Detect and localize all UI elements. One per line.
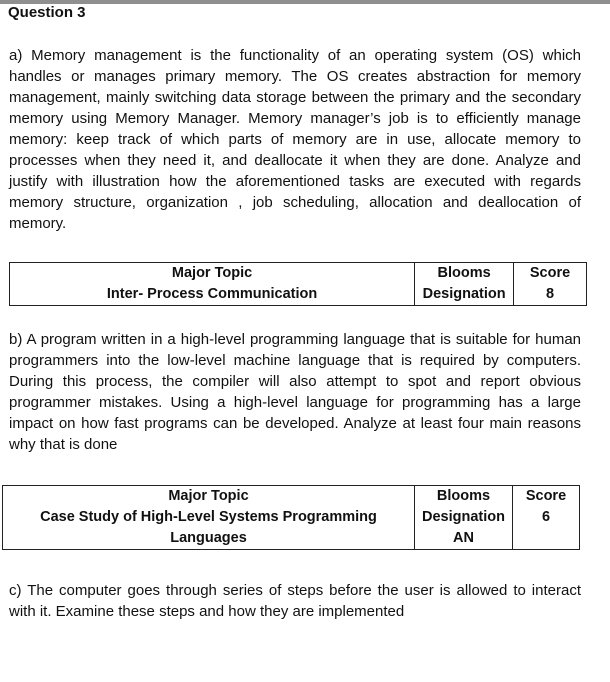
table-b-score-value: 6 [541,509,551,525]
table-b [2,485,580,550]
table-b-topic-cell [3,486,415,550]
table-b-score-header: Score [525,488,567,504]
table-b-blooms-value: AN [453,530,474,546]
table-b-topic-value-line2: Languages [170,530,247,546]
table-a-score-cell [514,263,587,306]
table-a-topic-cell [10,263,415,306]
table-a-topic-header: Major Topic [171,265,253,281]
table-a-score-value: 8 [546,286,555,302]
table-b-blooms-line2: Designation [422,509,505,525]
table-a-score-header: Score [529,265,571,281]
question-title: Question 3 [8,4,86,21]
part-b-text: b) A program written in a high-level programming language that is suitable for human programmers into the low-level machine language that is required by computers. During this process, the compiler will also attempt to spot and report obvious programmer mistakes. Using a high-level language for programming has a large impact on how fast programs can be developed. Analyze at least four main reasons why that is done [9,331,581,453]
table-b-score-cell [513,486,580,550]
table-b-blooms-cell [415,486,513,550]
table-a-blooms-line2: Designation [422,286,506,302]
table-b-topic-value-line1: Case Study of High-Level Systems Programming [40,509,377,525]
part-c-text: c) The computer goes through series of steps before the user is allowed to interact with it. Examine these steps and how they are implemented [9,582,581,620]
table-a [9,262,587,306]
table-b-blooms-line1: Blooms [436,488,491,504]
table-a-topic-value: Inter- Process Communication [106,286,318,302]
table-b-topic-header: Major Topic [168,488,249,504]
table-a-blooms-line1: Blooms [437,265,491,281]
table-a-blooms-cell [415,263,514,306]
top-border [0,0,610,4]
part-a-text: a) Memory management is the functionality of an operating system (OS) which handles or manages primary memory. The OS creates abstraction for memory management, mainly switching data storage between the primary and the secondary memory using Memory Manager. Memory manager’s job is to efficiently manage memory: keep track of which parts of memory are in use, allocate memory to processes when they need it, and deallocate it when they are done. Analyze and justify with illustration how the aforementioned tasks are executed with regards memory structure, organization , job scheduling, allocation and deallocation of memory. [9,47,581,232]
